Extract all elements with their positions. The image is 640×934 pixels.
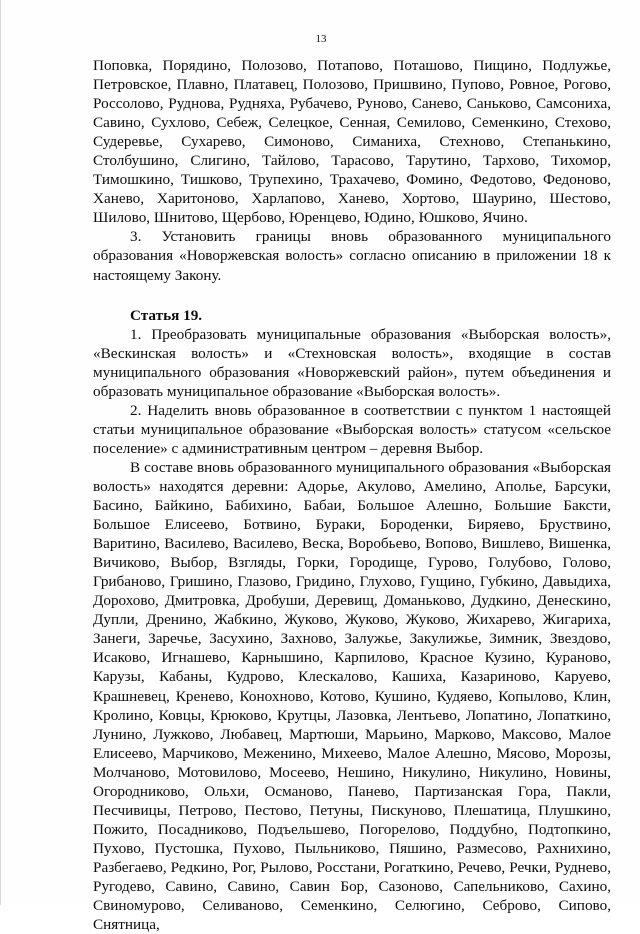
page-number: 13 [315, 33, 327, 45]
article-19-clause-2: 2. Наделить вновь образованное в соответствии с пунктом 1 настоящей статьи муниципальное образование «Выборская волость» статусом «сельское поселение» с административным центром – деревня Выбор. [93, 401, 611, 457]
article-19-clause-1: 1. Преобразовать муниципальные образования «Выборская волость», «Вескинская волость» и «Стехновская волость», входящие в состав муниципального образования «Новоржевский район», путем объединения и образовать муниципальное образование «Выборская волость». [93, 325, 611, 400]
document-body [93, 56, 611, 934]
article-19-heading: Статья 19. [130, 306, 203, 324]
vyborskaya-villages-list: В составе вновь образованного муниципального образования «Выборская волость» находятся деревни: Адорье, Акулово, Амелино, Аполье, Барсуки, Басино, Байкино, Бабихино, Бабаи, Большое Алешно, Большие Баксти, Большое Елисеево, Ботвино, Бураки, Бороденки, Биряево, Бруствино, Варитино, Василево, Василево, Веска, Воробьево, Вопово, Вишлево, Вишенка, Вичиково, Выбор, Взгляды, Горки, Городище, Гурово, Голубово, Голово, Грибаново, Гришино, Глазово, Гридино, Глухово, Гущино, Губкино, Давыдиха, Дорохово, Дмитровка, Дробуши, Деревищ, Доманьково, Дудкино, Денескино, Дупли, Дренино, Жабкино, Жуково, Жуково, Жуково, Жихарево, Жигариха, Занеги, Заречье, Засухино, Захново, Залужье, Закулижье, Зимник, Звездово, Исаково, Игнашево, Карнышино, Карпилово, Красное Кузино, Кураново, Карузы, Кабаны, Кудрово, Клескалово, Кашиха, Казариново, Каруево, Крашневец, Кренево, Конохново, Котово, Кушино, Кудяево, Копылово, Клин, Кролино, Ковцы, Крюково, Крутцы, Лазовка, Лентьево, Лопатино, Лопаткино, Лунино, Лужково, Любавец, Мартюши, Марьино, Марково, Максово, Малое Елисеево, Марчиково, Меженино, Михеево, Малое Алешно, Мясово, Морозы, Молчаново, Мотовилово, Мосеево, Нешино, Никулино, Никулино, Новины, Огородниково, Ольхи, Османово, Панево, Партизанская Гора, Пакли, Песчивицы, Петрово, Пестово, Петуны, Пискуново, Плешатица, Плушкино, Пожито, Посадниково, Подъельшево, Погорелово, Поддубно, Подтопкино, Пухово, Пустошка, Пухово, Пыльниково, Пяшино, Размесово, Рахнихино, Разбегаево, Редкино, Рог, Рылово, Росстани, Рогаткино, Речево, Речки, Руднево, Ругодево, Савино, Савино, Савин Бор, Сазоново, Сапельниково, Сахино, Свиномурово, Селиваново, Семенкино, Селюгино, Себрово, Сипово, Снятница, [93, 458, 611, 934]
village-list-continued: Поповка, Порядино, Полозово, Потапово, Поташово, Пищино, Подлужье, Петровское, Плавно, Платавец, Полозово, Пришвино, Пупово, Ровное, Рогово, Россолово, Руднова, Рудняха, Рубачево, Руново, Санево, Саньково, Самсониха, Савино, Сухлово, Себеж, Селецкое, Сенная, Семилово, Семенкино, Стехово, Судеревье, Сухарево, Симоново, Симаниха, Стехново, Степанькино, Столбушино, Слигино, Тайлово, Тарасово, Тарутино, Тархово, Тихомор, Тимошкино, Тишково, Трупехино, Трахачево, Фомино, Федотово, Федоново, Ханево, Харитоново, Харлапово, Ханево, Хортово, Шаурино, Шестово, Шилово, Шнитово, Щербово, Юренцево, Юдино, Юшково, Ячино. [93, 57, 611, 227]
clause-3-boundaries: 3. Установить границы вновь образованного муниципального образования «Новоржевская волость» согласно описанию в приложении 18 к настоящему Закону. [93, 228, 611, 284]
